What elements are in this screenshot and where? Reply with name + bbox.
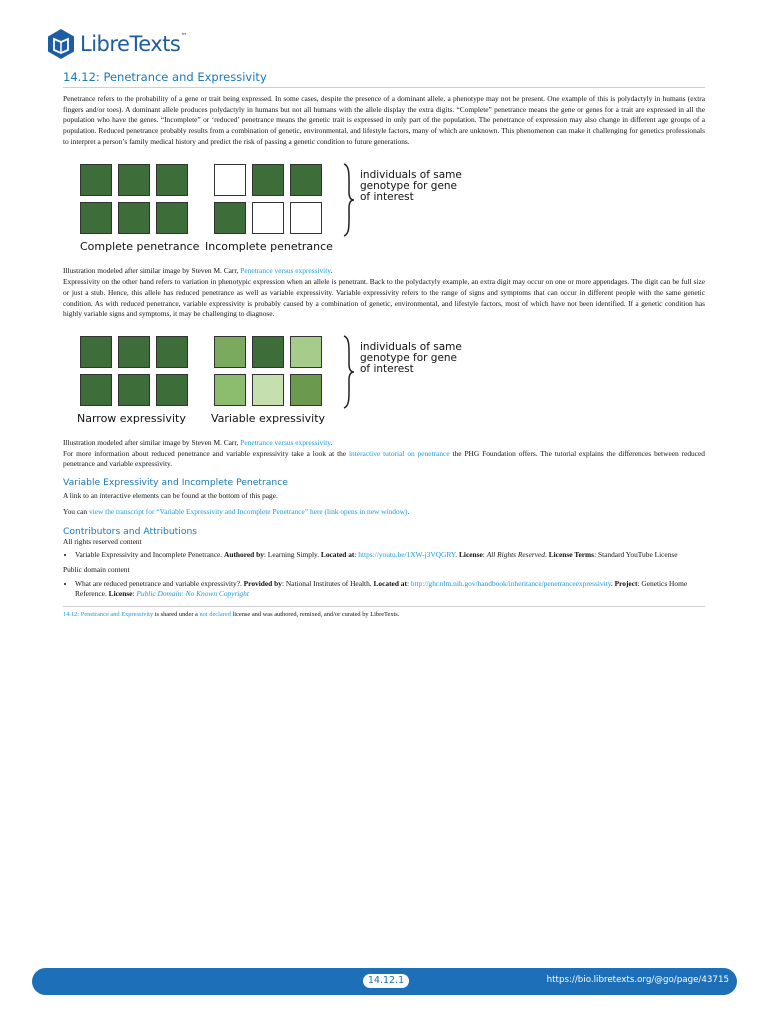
license-line: 14.12: Penetrance and Expressivity is shared under a not declared license and was authored, remixed, and/or curated by LibreTexts. [63, 606, 705, 618]
youtube-link[interactable]: https://youtu.be/1XW-j3VQGRY [358, 550, 456, 560]
illustration-credit: Illustration modeled after similar image by Steven M. Carr, Penetrance versus expressivity. [63, 265, 333, 275]
page-url[interactable]: https://bio.libretexts.org/@go/page/43715 [546, 975, 729, 985]
caption-complete-penetrance: Complete penetrance [80, 239, 200, 253]
list-item: • Variable Expressivity and Incomplete Penetrance. Authored by: Learning Simply. Located at: https://youtu.be/1XW-j3VQGRY. License: All Rights Reserved. License Terms: Standard YouTube License [75, 550, 705, 561]
page-title-link[interactable]: 14.12: Penetrance and Expressivity [63, 611, 154, 619]
ghr-link[interactable]: http://ghr.nlm.nih.gov/handbook/inheritance/penetranceexpressivity [410, 578, 611, 588]
square-complete [80, 202, 112, 234]
figure-note: individuals of same genotype for gene of interest [360, 168, 462, 203]
square-variable [290, 336, 322, 368]
square-variable [252, 374, 284, 406]
paragraph-penetrance: Penetrance refers to the probability of a gene or trait being expressed. In some cases, despite the presence of a dominant allele, a phenotype may not be present. One example of this is polydactyly in humans (extra fingers and/or toes). A dominant allele produces polydactyly in humans but not all humans with the allele display the extra digits. “Complete” penetrance means the gene or genes for a trait are expressed in all the population who have the genes. “Incomplete” or ‘reduced’ penetrance means the genetic trait is expressed in only part of the population. The penetrance of expression may also change in different age groups of a population. Reduced penetrance probably results from a combination of genetic, environmental, and lifestyle factors, many of which are unknown. This phenomenon can make it challenging for genetics professionals to interpret a person’s family medical history and predict the risk of passing a genetic condition to future generations. [63, 94, 705, 146]
square-narrow [80, 336, 112, 368]
section-heading-contributors: Contributors and Attributions [63, 525, 198, 537]
penetrance-vs-expressivity-link[interactable]: Penetrance versus expressivity [240, 438, 331, 448]
caption-narrow-expressivity: Narrow expressivity [77, 412, 186, 426]
square-narrow [156, 374, 188, 406]
transcript-link[interactable]: view the transcript for “Variable Expressivity and Incomplete Penetrance” here (link opens in new window) [88, 506, 408, 516]
libretexts-logo-icon [46, 28, 76, 60]
caption-incomplete-penetrance: Incomplete penetrance [205, 239, 333, 253]
interactive-tutorial-link[interactable]: interactive tutorial on penetrance [349, 448, 450, 458]
public-domain-label: Public domain content [63, 564, 130, 574]
page-title: 14.12: Penetrance and Expressivity [63, 70, 705, 88]
square-incomplete-white [214, 164, 246, 196]
square-narrow [156, 336, 188, 368]
more-info-paragraph: For more information about reduced penetrance and variable expressivity take a look at the interactive tutorial on penetrance the PHG Foundation offers. The tutorial explains the differences between reduced penetrance and variable expressivity. [63, 448, 705, 469]
square-complete [156, 164, 188, 196]
page-number: 14.12.1 [363, 974, 409, 988]
square-complete [80, 164, 112, 196]
square-variable [214, 374, 246, 406]
illustration-credit: Illustration modeled after similar image by Steven M. Carr, Penetrance versus expressivity. [63, 438, 333, 448]
expressivity-figure [63, 336, 705, 432]
penetrance-figure [63, 164, 705, 260]
page-content [63, 70, 705, 618]
square-narrow [118, 336, 150, 368]
all-rights-list [63, 550, 705, 561]
caption-variable-expressivity: Variable expressivity [211, 412, 326, 426]
square-narrow [118, 374, 150, 406]
license-link[interactable]: not declared [199, 611, 231, 619]
figure-note: individuals of same genotype for gene of interest [360, 341, 462, 376]
all-rights-label: All rights reserved content [63, 536, 142, 546]
section-heading-variable-expressivity: Variable Expressivity and Incomplete Penetrance [63, 477, 288, 489]
paragraph-expressivity: Expressivity on the other hand refers to variation in phenotypic expression when an allele is penetrant. Back to the polydactyly example, an extra digit may occur on one or more appendages. The digit can be full size or just a stub. Hence, this allele has reduced penetrance as well as variable expressivity. Variable expressivity refers to the range of signs and symptoms that can occur in different people with the same genetic condition. As with reduced penetrance, variable expressivity is probably caused by a combination of genetic, environmental, and lifestyle factors, most of which have not been identified. If a genetic condition has highly variable signs and symptoms, it may be challenging to diagnose. [63, 277, 705, 319]
list-item: • What are reduced penetrance and variable expressivity?. Provided by: National Institutes of Health. Located at: http://ghr.nlm.nih.gov/handbook/inheritance/penetranceexpressivity. Project: Genetics Home Reference. License: Public Domain: No Known Copyright [75, 579, 705, 600]
square-narrow [80, 374, 112, 406]
public-domain-list [63, 579, 705, 600]
square-incomplete-green [290, 164, 322, 196]
interactive-note: A link to an interactive elements can be found at the bottom of this page. [63, 491, 278, 501]
square-variable [214, 336, 246, 368]
libretexts-logo[interactable] [46, 28, 187, 60]
square-incomplete-green [214, 202, 246, 234]
brace-icon [341, 162, 355, 238]
square-complete [118, 202, 150, 234]
square-variable [252, 336, 284, 368]
square-variable [290, 374, 322, 406]
square-incomplete-white [252, 202, 284, 234]
square-complete [118, 164, 150, 196]
page-footer [32, 968, 737, 995]
square-incomplete-white [290, 202, 322, 234]
logo-text: LibreTexts™ [80, 32, 187, 56]
brace-icon [341, 334, 355, 410]
square-incomplete-green [252, 164, 284, 196]
transcript-line: You can view the transcript for “Variable Expressivity and Incomplete Penetrance” here (link opens in new window). [63, 506, 410, 516]
public-domain-link[interactable]: Public Domain: No Known Copyright [136, 589, 249, 599]
square-complete [156, 202, 188, 234]
penetrance-vs-expressivity-link[interactable]: Penetrance versus expressivity [240, 265, 331, 275]
